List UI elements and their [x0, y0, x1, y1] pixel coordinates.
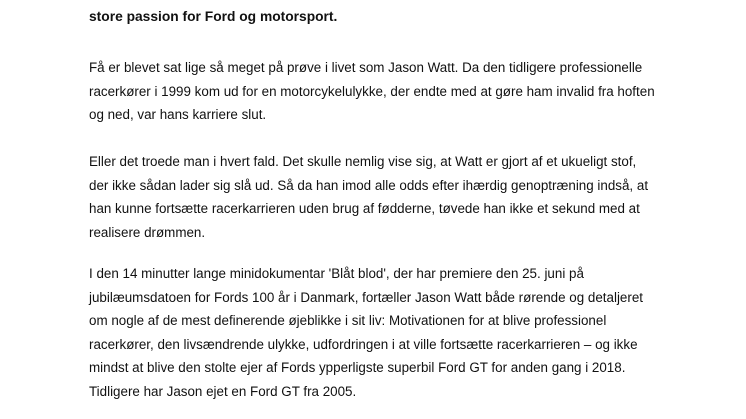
paragraph-3 [89, 262, 649, 403]
paragraph-2 [89, 150, 649, 244]
paragraph-line: racerkører, den livsændrende ulykke, udfordringen i at ville fortsætte racerkarrieren – og ikke [89, 336, 638, 352]
paragraph-line: racerkører i 1999 kom ud for en motorcykelulykke, der endte med at gøre ham invalid fra hoften [89, 83, 655, 99]
paragraph-line: mindst at blive den stolte ejer af Fords ypperligste superbil Ford GT for anden gang i 2018. [89, 360, 626, 375]
paragraph-line: han kunne fortsætte racerkarrieren uden brug af fødderne, tøvede han ikke et sekund med at [89, 201, 640, 216]
paragraph-line: Tidligere har Jason ejet en Ford GT fra 2005. [89, 383, 357, 399]
section-heading: store passion for Ford og motorsport. [89, 9, 338, 24]
paragraph-line: I den 14 minutter lange minidokumentar 'Blåt blod', der har premiere den 25. juni på [89, 266, 584, 281]
paragraph-line: jubilæumsdatoen for Fords 100 år i Danmark, fortæller Jason Watt både rørende og detaljeret [89, 289, 643, 305]
paragraph-line: der ikke sådan lader sig slå ud. Så da han imod alle odds efter ihærdig genoptræning indså, at [89, 177, 649, 193]
paragraph-line: realisere drømmen. [89, 224, 206, 240]
paragraph-1 [89, 56, 655, 127]
paragraph-line: om nogle af de mest definerende øjeblikke i sit liv: Motivationen for at blive professionel [89, 313, 607, 328]
paragraph-line: Eller det troede man i hvert fald. Det skulle nemlig vise sig, at Watt er gjort af et ukueligt stof, [89, 154, 637, 169]
paragraph-line: og ned, var hans karriere slut. [89, 107, 267, 122]
paragraph-line: Få er blevet sat lige så meget på prøve i livet som Jason Watt. Da den tidligere professionelle [89, 60, 643, 75]
